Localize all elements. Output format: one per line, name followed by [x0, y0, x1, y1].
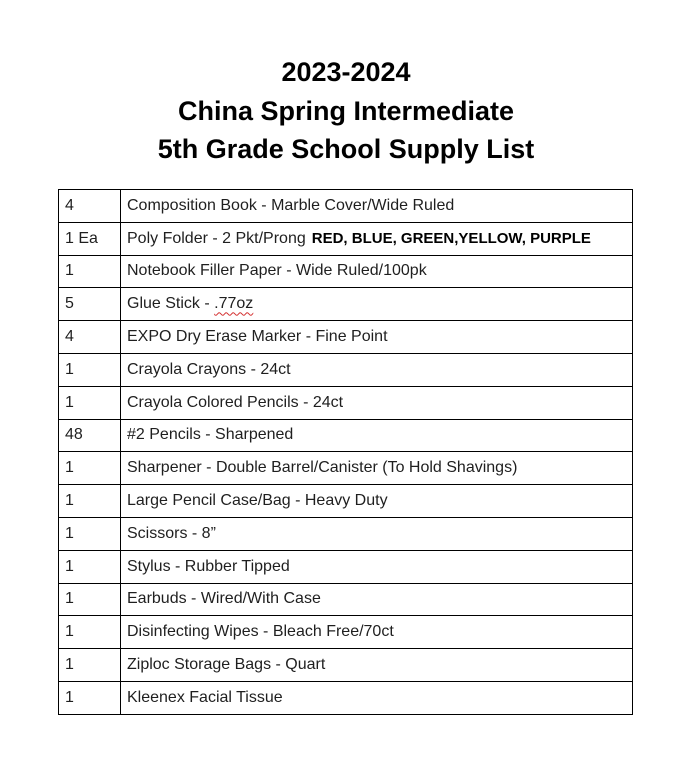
- title-school: China Spring Intermediate: [177, 95, 515, 126]
- quantity-cell: 1: [59, 353, 121, 386]
- title-year: 2023-2024: [281, 57, 411, 87]
- table-row: [59, 583, 633, 616]
- quantity-cell: 1: [59, 550, 121, 583]
- table-row: [59, 353, 633, 386]
- quantity-cell: 4: [59, 321, 121, 354]
- item-cell: Kleenex Facial Tissue: [121, 681, 633, 714]
- document-title: [0, 53, 692, 169]
- item-cell: EXPO Dry Erase Marker - Fine Point: [121, 321, 633, 354]
- quantity-cell: 1: [59, 583, 121, 616]
- quantity-cell: 1: [59, 386, 121, 419]
- table-row: [59, 190, 633, 223]
- quantity-cell: 1: [59, 616, 121, 649]
- quantity-cell: 1: [59, 517, 121, 550]
- table-row: [59, 222, 633, 255]
- table-row: [59, 419, 633, 452]
- folder-colors: RED, BLUE, GREEN,YELLOW, PURPLE: [311, 229, 591, 247]
- quantity-cell: 1: [59, 485, 121, 518]
- table-row: [59, 485, 633, 518]
- item-cell: Earbuds - Wired/With Case: [121, 583, 633, 616]
- item-cell: Ziploc Storage Bags - Quart: [121, 649, 633, 682]
- table-row: [59, 649, 633, 682]
- item-cell: Notebook Filler Paper - Wide Ruled/100pk: [121, 255, 633, 288]
- quantity-cell: 1: [59, 681, 121, 714]
- quantity-cell: 48: [59, 419, 121, 452]
- table-row: [59, 681, 633, 714]
- table-row: [59, 517, 633, 550]
- table-row: [59, 321, 633, 354]
- item-cell: [121, 288, 633, 321]
- table-row: [59, 550, 633, 583]
- table-row: [59, 452, 633, 485]
- item-cell: Composition Book - Marble Cover/Wide Ruled: [121, 190, 633, 223]
- item-text: Poly Folder - 2 Pkt/Prong: [127, 229, 306, 247]
- item-cell: [121, 222, 633, 255]
- table-row: [59, 616, 633, 649]
- title-list-name: 5th Grade School Supply List: [157, 134, 535, 164]
- quantity-cell: 1: [59, 255, 121, 288]
- quantity-cell: 1: [59, 649, 121, 682]
- item-cell: Scissors - 8”: [121, 517, 633, 550]
- table-row: [59, 255, 633, 288]
- table-row: [59, 386, 633, 419]
- table-row: [59, 288, 633, 321]
- quantity-cell: 4: [59, 190, 121, 223]
- quantity-cell: 1: [59, 452, 121, 485]
- item-cell: Sharpener - Double Barrel/Canister (To Hold Shavings): [121, 452, 633, 485]
- supply-table: [58, 189, 633, 715]
- quantity-cell: 5: [59, 288, 121, 321]
- item-cell: Stylus - Rubber Tipped: [121, 550, 633, 583]
- item-cell: Disinfecting Wipes - Bleach Free/70ct: [121, 616, 633, 649]
- spellcheck-flagged-text: .77oz: [214, 295, 254, 313]
- item-cell: #2 Pencils - Sharpened: [121, 419, 633, 452]
- item-text: Glue Stick -: [127, 295, 215, 313]
- item-cell: Large Pencil Case/Bag - Heavy Duty: [121, 485, 633, 518]
- item-cell: Crayola Colored Pencils - 24ct: [121, 386, 633, 419]
- quantity-cell: 1 Ea: [59, 222, 121, 255]
- item-cell: Crayola Crayons - 24ct: [121, 353, 633, 386]
